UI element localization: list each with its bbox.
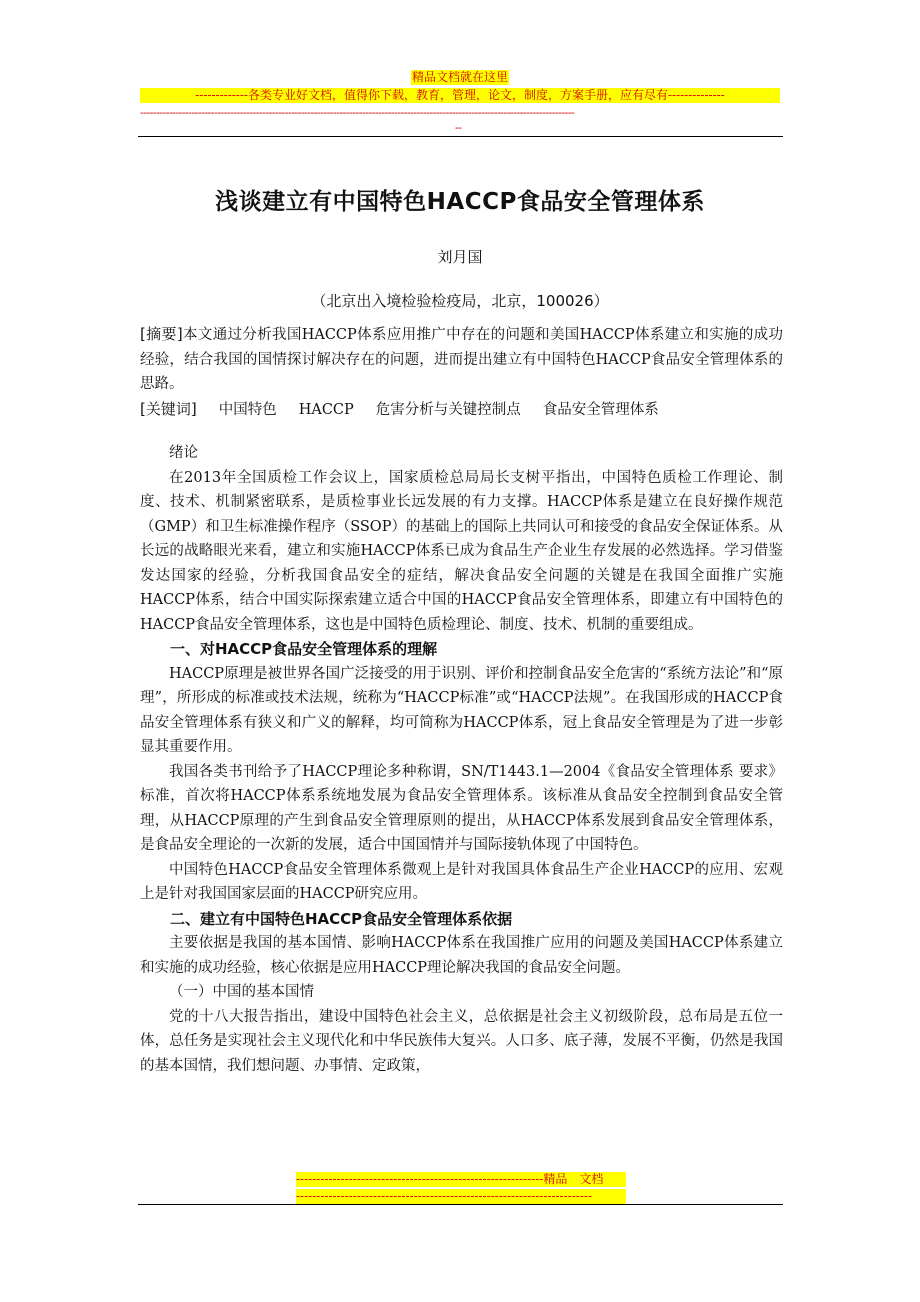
dash-separator-tail: -- (455, 121, 462, 134)
intro-heading: 绪论 (169, 445, 198, 461)
keywords-label: [关键词] (140, 399, 197, 418)
header-rule (138, 136, 783, 137)
abstract (140, 322, 783, 397)
promo-header (140, 66, 780, 103)
keyword: 食品安全管理体系 (542, 401, 659, 418)
keyword: 危害分析与关键控制点 (375, 401, 521, 418)
keyword: HACCP (298, 401, 354, 418)
paragraph: 主要依据是我国的基本国情、影响HACCP体系在我国推广应用的问题及美国HACCP体系建立和实施的成功经验，核心依据是应用HACCP理论解决我国的食品安全问题。 (140, 935, 783, 976)
promo-footer (296, 1172, 626, 1204)
promo-tagline: -------------各类专业好文档，值得你下载，教育，管理，论文，制度，方案手册，应有尽有-------------- (140, 88, 780, 103)
paragraph: 党的十八大报告指出，建设中国特色社会主义，总依据是社会主义初级阶段，总布局是五位一体，总任务是实现社会主义现代化和中华民族伟大复兴。人口多、底子薄，发展不平衡，仍然是我国的基本国情，我们想问题、办事情、定政策， (140, 1008, 783, 1074)
keyword: 中国特色 (218, 401, 277, 418)
affiliation: （北京出入境检验检疫局，北京，100026） (311, 292, 609, 310)
paragraph: 在2013年全国质检工作会议上，国家质检总局局长支树平指出，中国特色质检工作理论、制度、技术、机制紧密联系，是质检事业长远发展的有力支撑。HACCP体系是建立在良好操作规范（GMP）和卫生标准操作程序（SSOP）的基础上的国际上共同认可和接受的食品安全保证体系。从长远的战略眼光来看，建立和实施HACCP体系已成为食品生产企业生存发展的必然选择。学习借鉴发达国家的经验，分析我国食品安全的症结，解决食品安全问题的关键是在我国全面推广实施HACCP体系，结合中国实际探索建立适合中国的HACCP食品安全管理体系，即建立有中国特色的HACCP食品安全管理体系，这也是中国特色质检理论、制度、技术、机制的重要组成。 (140, 469, 783, 633)
author: 刘月国 (437, 248, 483, 266)
paragraph: 我国各类书刊给予了HACCP理论多种称谓，SN/T1443.1—2004《食品安全管理体系 要求》标准，首次将HACCP体系系统地发展为食品安全管理体系。该标准从食品安全控制到食品安全管理，从HACCP原理的产生到食品安全管理原则的提出，从HACCP体系发展到食品安全管理体系，是食品安全理论的一次新的发展，适合中国国情并与国际接轨体现了中国特色。 (140, 763, 783, 853)
section-heading: 一、对HACCP食品安全管理体系的理解 (170, 640, 438, 658)
keywords (140, 397, 783, 423)
footer-line: -------------------------------------------------------------精品 文档 (296, 1172, 626, 1187)
document-body (140, 322, 783, 1078)
section-heading: 二、建立有中国特色HACCP食品安全管理体系依据 (170, 909, 513, 928)
page-title: 浅谈建立有中国特色HACCP食品安全管理体系 (215, 189, 705, 215)
subsection-heading: （一）中国的基本国情 (169, 984, 314, 1000)
footer-rule (138, 1204, 783, 1205)
paragraph: HACCP原理是被世界各国广泛接受的用于识别、评价和控制食品安全危害的“系统方法论”和“原理”，所形成的标准或技术法规，统称为“HACCP标准”或“HACCP法规”。在我国形成的HACCP食品安全管理体系有狭义和广义的解释，均可简称为HACCP体系，冠上食品安全管理是为了进一步彰显其重要作用。 (140, 665, 783, 755)
promo-title: 精品文档就在这里 (411, 70, 508, 84)
abstract-text: 本文通过分析我国HACCP体系应用推广中存在的问题和美国HACCP体系建立和实施的成功经验，结合我国的国情探讨解决存在的问题，进而提出建立有中国特色HACCP食品安全管理体系的思路。 (140, 327, 783, 392)
abstract-label: [摘要] (140, 325, 183, 343)
footer-line: ------------------------------------------------------------------------- (296, 1189, 626, 1204)
paragraph: 中国特色HACCP食品安全管理体系微观上是针对我国具体食品生产企业HACCP的应用、宏观上是针对我国国家层面的HACCP研究应用。 (140, 861, 783, 902)
dash-separator: --------------------------------------------------------------------------------------------------------------------------------------- (140, 106, 575, 119)
